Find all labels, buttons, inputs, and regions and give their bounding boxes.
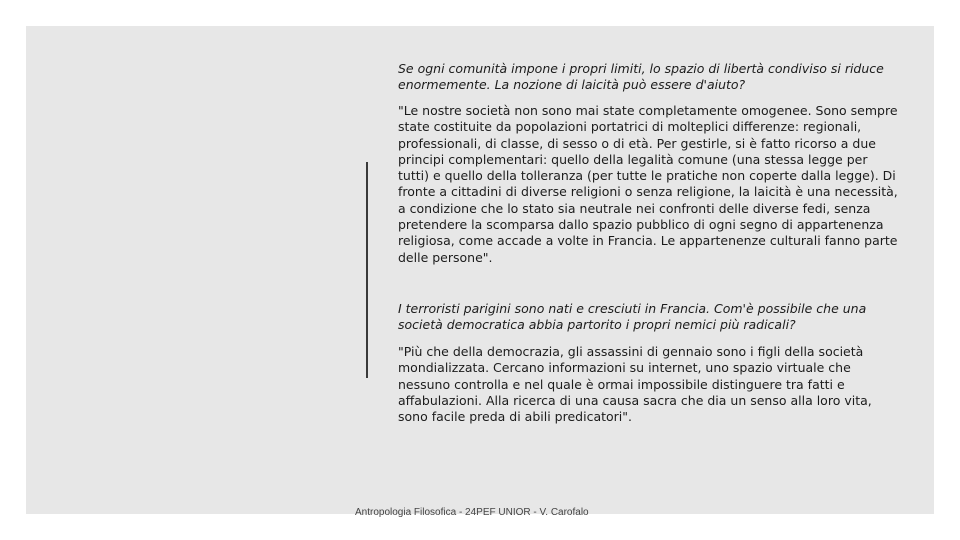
vertical-divider — [366, 162, 368, 378]
footer-credit: Antropologia Filosofica - 24PEF UNIOR - V. Carofalo — [355, 507, 589, 518]
question-1: Se ogni comunità impone i propri limiti, lo spazio di libertà condiviso si riduce enormemente. La nozione di laicità può essere d'aiuto? — [398, 61, 884, 93]
answer-2: "Più che della democrazia, gli assassini di gennaio sono i figli della società mondializzata. Cercano informazioni su internet, uno spazio virtuale che nessuno controlla e nel quale è ormai impossibile distinguere tra fatti e affabulazioni. Alla ricerca di una causa sacra che dia un senso alla loro vita, sono facile preda di abili predicatori". — [398, 344, 872, 425]
question-2: I terroristi parigini sono nati e cresciuti in Francia. Com'è possibile che una società democratica abbia partorito i propri nemici più radicali? — [398, 301, 867, 333]
answer-1: "Le nostre società non sono mai state completamente omogenee. Sono sempre state costituite da popolazioni portatrici di molteplici differenze: regionali, professionali, di classe, di sesso o di età. Per gestirle, si è fatto ricorso a due principi complementari: quello della legalità comune (una stessa legge per tutti) e quello della tolleranza (per tutte le pratiche non coperte dalla legge). Di fronte a cittadini di diverse religioni o senza religione, la laicità è una necessità, a condizione che lo stato sia neutrale nei confronti delle diverse fedi, senza pretendere la scomparsa dallo spazio pubblico di ogni segno di appartenenza religiosa, come accade a volte in Francia. Le appartenenze culturali fanno parte delle persone". — [398, 103, 898, 265]
slide-panel — [26, 26, 934, 514]
